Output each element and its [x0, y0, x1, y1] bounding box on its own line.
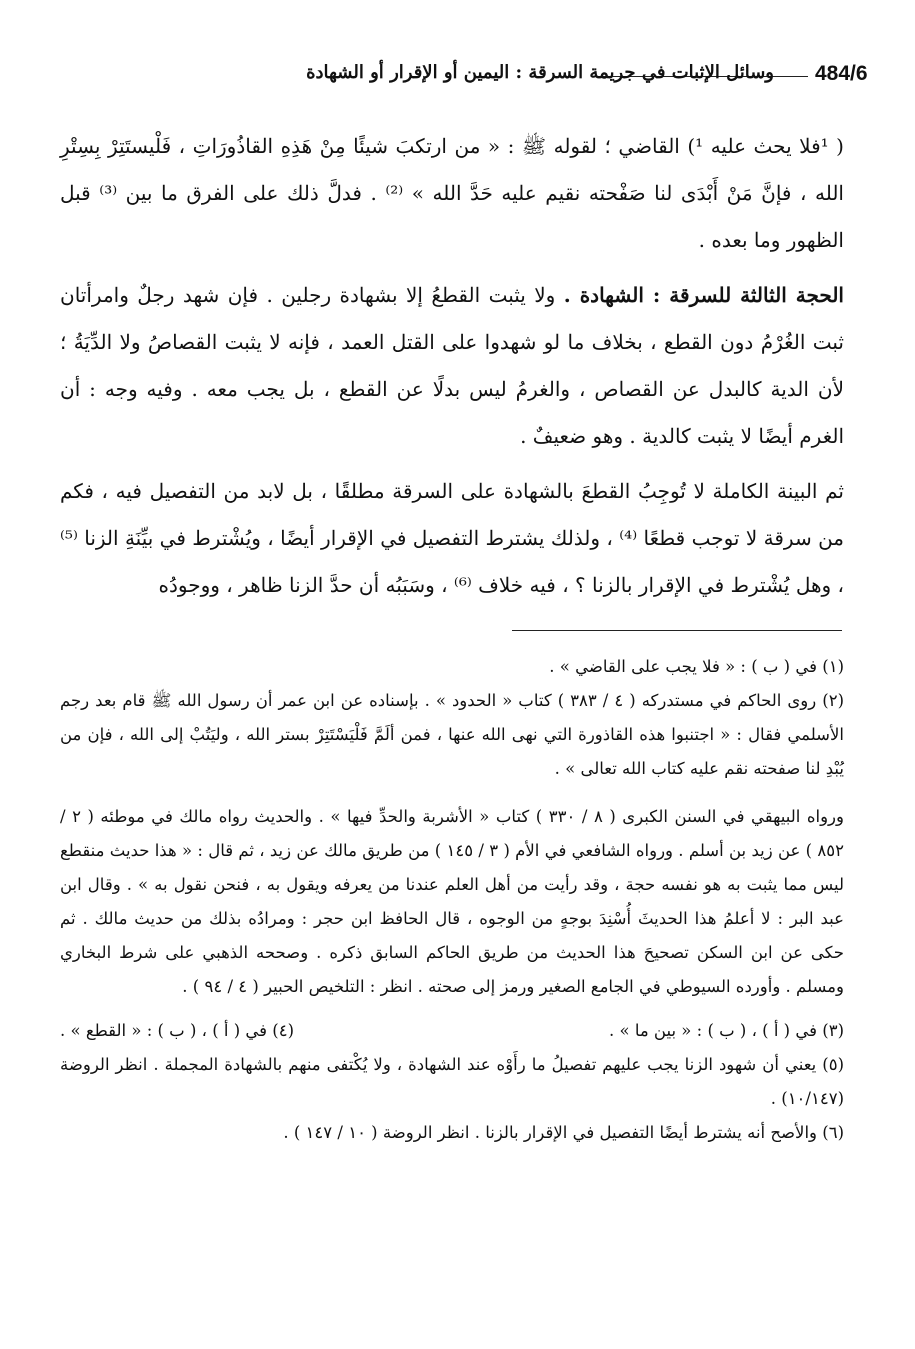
footnote-5: (٥) يعني أن شهود الزنا يجب عليهم تفصيلُ ما رأَوْه عند الشهادة ، ولا يُكْتفى منهم بالشهادة المجملة . انظر الروضة (١٠/١٤٧) .	[60, 1055, 844, 1108]
paragraph-3: ثم البينة الكاملة لا تُوجِبُ القطعَ بالشهادة على السرقة مطلقًا ، بل لابد من التفصيل فيه ، فكم من سرقة لا توجب قطعًا ⁽⁴⁾ ، ولذلك يشترط التفصيل في الإقرار أيضًا ، ويُشْترط في بيِّنَةِ الزنا ⁽⁵⁾ ، وهل يُشْترط في الإقرار بالزنا ؟ ، فيه خلاف ⁽⁶⁾ ، وسَبَبُه أن حدَّ الزنا ظاهر ، ووجودُه	[60, 479, 845, 597]
footnote-6: (٦) والأصح أنه يشترط أيضًا التفصيل في الإقرار بالزنا . انظر الروضة ( ١٠ / ١٤٧ ) .	[283, 1123, 844, 1142]
footnote-4: (٤) في ( أ ) ، ( ب ) : « القطع » .	[60, 1021, 295, 1040]
paragraph-2-text: ولا يثبت القطعُ إلا بشهادة رجلين . فإن شهد رجلٌ وامرأتان ثبت الغُرْمُ دون القطع ، بخلاف ما لو شهدوا على القتل العمد ، فإنه لا يثبت القصاصُ ولا الدِّيَةُ ؛ لأن الدية كالبدل عن القصاص ، والغرمُ ليس بدلًا عن القطع ، بل يجب معه . وفيه وجه : أن الغرم أيضًا لا يثبت كالدية . وهو ضعيفٌ .	[60, 283, 844, 448]
footnotes	[60, 650, 844, 1150]
footnote-separator	[512, 630, 842, 631]
footnote-1: (١) في ( ب ) : « فلا يجب على القاضي » .	[549, 657, 844, 676]
footnote-row-3-4	[60, 1014, 844, 1048]
page-number: 484/6	[815, 62, 868, 85]
footnote-2-continuation: ورواه البيهقي في السنن الكبرى ( ٨ / ٣٣٠ ) كتاب « الأشربة والحدِّ فيها » . والحديث رواه مالك في موطئه ( ٢ / ٨٥٢ ) عن زيد بن أسلم . ورواه الشافعي في الأم ( ٣ / ١٤٥ ) من طريق مالك عن زيد ، ثم قال : « هذا حديث منقطع ليس مما يثبت به هو نفسه حجة ، وقد رأيت من أهل العلم عندنا من يعرفه ويقول به ، فنحن نقول به » . وقال ابن عبد البر : لا أعلمُ هذا الحديثَ أُسْنِدَ بوجهٍ من الوجوه ، قال الحافظ ابن حجر : ومرادُه بذلك من حديث مالك . ثم حكى عن ابن السكن تصحيحَ هذا الحديث من طريق الحاكم السابق ذكره . وصححه الذهبي على شرط البخاري ومسلم . وأورده السيوطي في الجامع الصغير ورمز إلى صحته . انظر : التلخيص الحبير ( ٤ / ٩٤ ) .	[60, 807, 844, 996]
running-header	[60, 62, 868, 92]
main-text	[60, 123, 844, 609]
paragraph-2	[60, 272, 844, 460]
footnote-2: (٢) روى الحاكم في مستدركه ( ٤ / ٣٨٣ ) كتاب « الحدود » . بإسناده عن ابن عمر أن رسول الله ﷺ قام بعد رجم الأسلمي فقال : « اجتنبوا هذه القاذورة التي نهى الله عنها ، فمن ألَمَّ فَلْيَسْتَتِرْ بستر الله ، وليَتُبْ إلى الله ، فإن من يُبْدِ لنا صفحته نقم عليه كتاب الله تعالى » .	[60, 691, 844, 778]
paragraph-1: ( ¹فلا يحث عليه ¹) القاضي ؛ لقوله ﷺ : « من ارتكبَ شيئًا مِنْ هَذِهِ القاذُورَاتِ ، فَلْيستَتِرْ بِسِتْرِ الله ، فإنَّ مَنْ أَبْدَى لنا صَفْحته نقيم عليه حَدَّ الله » ⁽²⁾ . فدلَّ ذلك على الفرق ما بين ⁽³⁾ قبل الظهور وما بعده .	[60, 134, 844, 252]
running-title: وسائل الإثبات في جريمة السرقة : اليمين أو الإقرار أو الشهادة	[306, 62, 774, 83]
footnote-3: (٣) في ( أ ) ، ( ب ) : « بين ما » .	[608, 1021, 844, 1040]
section-heading: الحجة الثالثة للسرقة : الشهادة .	[563, 283, 844, 307]
